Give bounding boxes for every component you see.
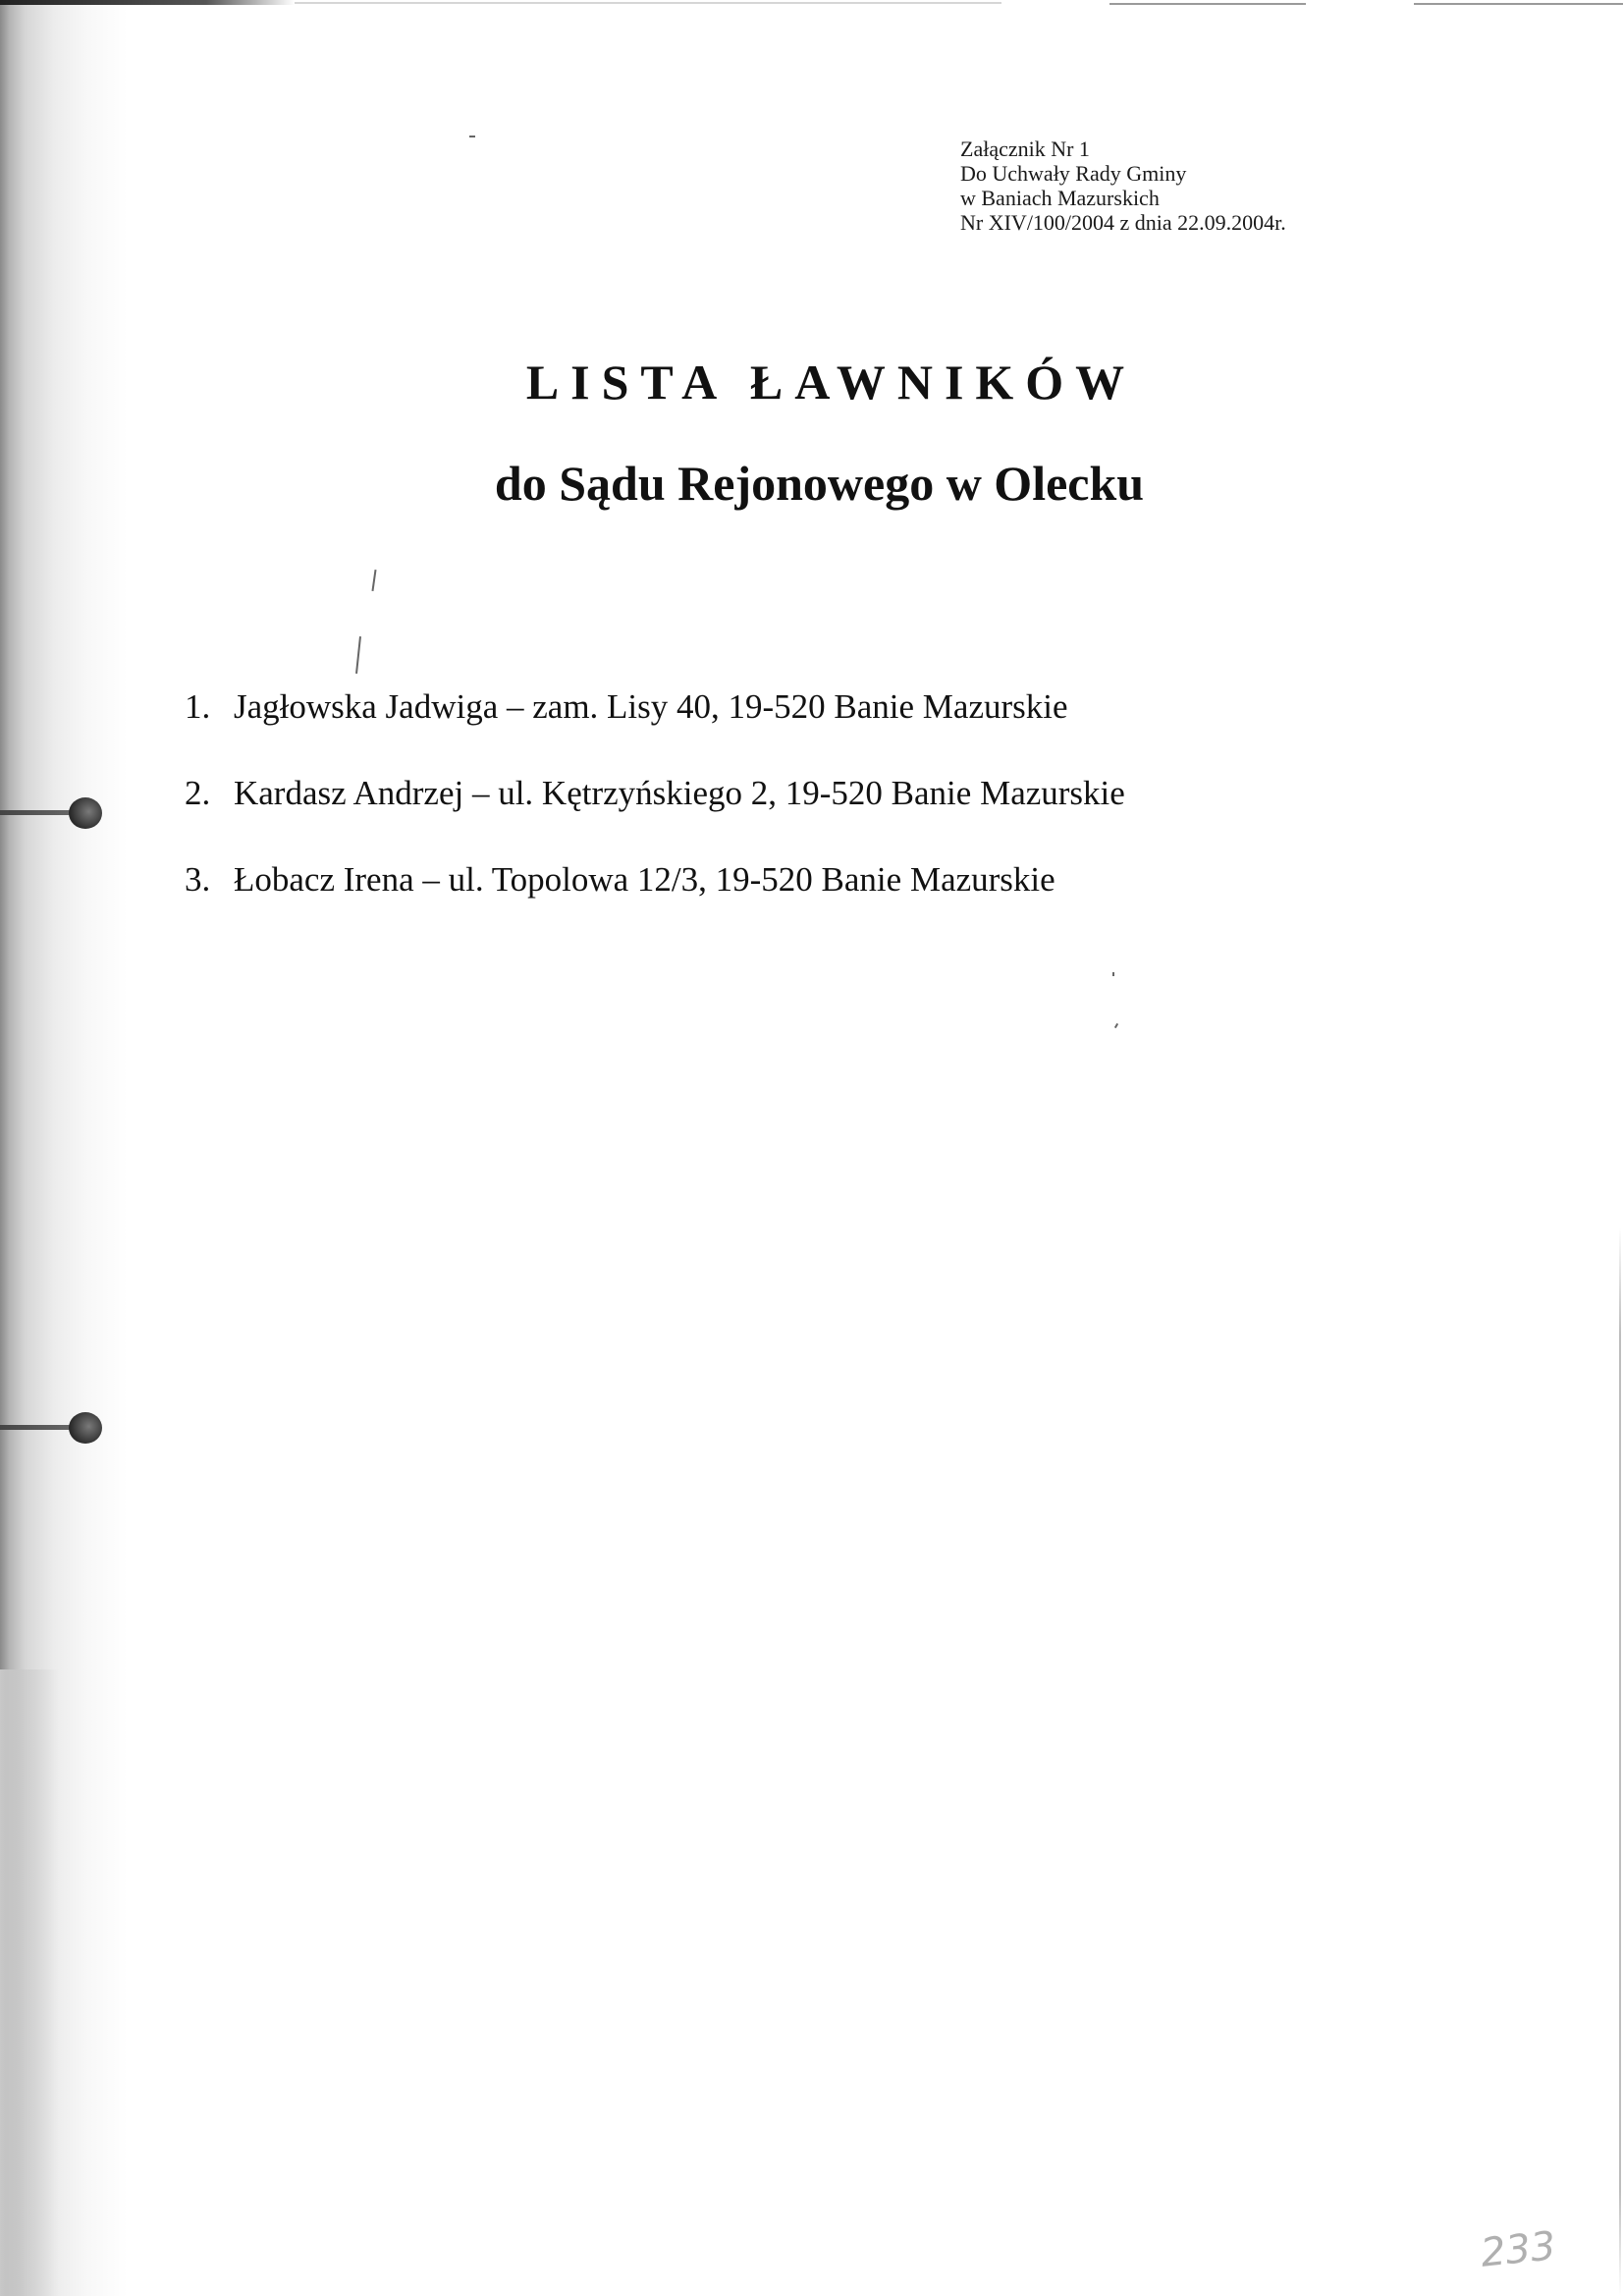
scan-speck xyxy=(1114,1023,1118,1028)
scan-edge-shadow-lower xyxy=(0,1669,59,2296)
list-item-number: 2. xyxy=(185,774,211,812)
list-item-number: 3. xyxy=(185,860,211,899)
document-subtitle: do Sądu Rejonowego w Olecku xyxy=(494,456,1145,511)
binder-hole-icon xyxy=(0,793,108,833)
list-item-number: 1. xyxy=(185,687,211,726)
list-item-text: Kardasz Andrzej – ul. Kętrzyńskiego 2, 19-520 Banie Mazurskie xyxy=(234,774,1125,812)
scan-speck xyxy=(355,636,361,674)
scan-top-border xyxy=(0,0,1623,10)
scan-speck xyxy=(469,136,475,137)
annex-line: Załącznik Nr 1 xyxy=(960,137,1090,161)
list-item-text: Jagłowska Jadwiga – zam. Lisy 40, 19-520 Banie Mazurskie xyxy=(234,687,1068,726)
annex-line: Nr XIV/100/2004 z dnia 22.09.2004r. xyxy=(960,210,1286,235)
handwritten-page-number: 233 xyxy=(1478,2223,1558,2276)
list-item xyxy=(185,774,1125,813)
binder-hole-icon xyxy=(0,1408,108,1448)
list-item-text: Łobacz Irena – ul. Topolowa 12/3, 19-520 Banie Mazurskie xyxy=(234,860,1055,899)
list-item xyxy=(185,860,1125,900)
document-title: LISTA ŁAWNIKÓW xyxy=(525,355,1137,410)
list-item xyxy=(185,687,1125,727)
scan-speck xyxy=(1112,972,1114,976)
juror-list xyxy=(185,687,1125,947)
annex-line: Do Uchwały Rady Gminy xyxy=(960,161,1187,186)
scan-right-border xyxy=(1619,1228,1621,2296)
annex-header xyxy=(960,137,1286,235)
annex-line: w Baniach Mazurskich xyxy=(960,186,1160,210)
scan-speck xyxy=(371,570,376,591)
